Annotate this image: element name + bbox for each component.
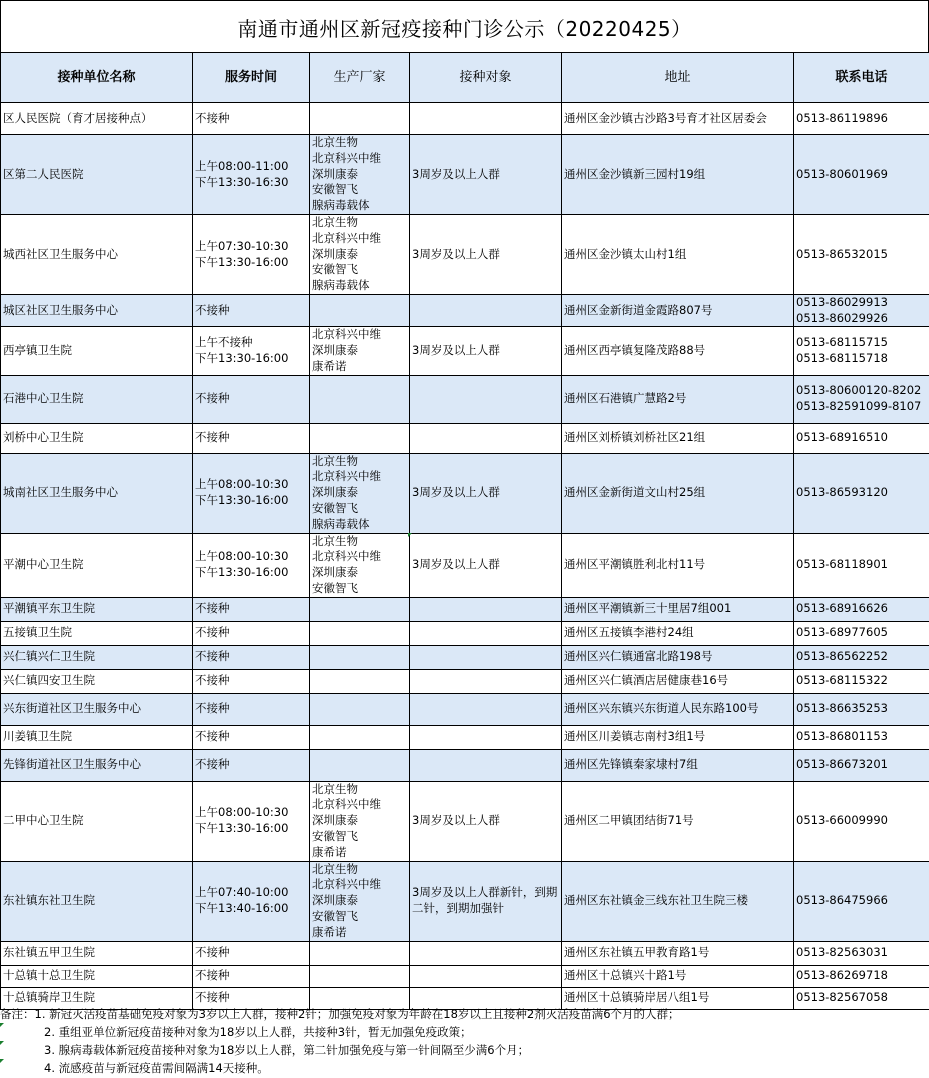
manufacturer-cell-line: 安徽智飞 [312, 262, 358, 277]
phone-cell[interactable] [794, 295, 929, 327]
address-cell[interactable]: 通州区平潮镇新三十里居7组001 [562, 597, 794, 621]
address-cell[interactable]: 通州区兴东镇兴东街道人民东路100号 [562, 693, 794, 725]
clinic-table [0, 52, 929, 1010]
manufacturer-cell[interactable] [310, 453, 410, 533]
unit-name-cell[interactable]: 十总镇骑岸卫生院 [1, 987, 193, 1009]
target-group-cell[interactable] [410, 423, 562, 453]
header-address: 地址 [562, 53, 794, 103]
manufacturer-cell[interactable] [310, 621, 410, 645]
unit-name-cell[interactable]: 西亭镇卫生院 [1, 327, 193, 375]
phone-cell-line: 0513-86269718 [796, 968, 888, 983]
manufacturer-cell-line: 北京生物 [312, 215, 358, 230]
manufacturer-cell-line: 安徽智飞 [312, 828, 358, 843]
phone-cell-line: 0513-86593120 [796, 485, 888, 500]
table-row [1, 861, 929, 941]
service-time-cell-line: 不接种 [195, 701, 230, 716]
phone-cell[interactable] [794, 965, 929, 987]
phone-cell[interactable] [794, 749, 929, 781]
manufacturer-cell[interactable] [310, 725, 410, 749]
unit-name-cell[interactable]: 刘桥中心卫生院 [1, 423, 193, 453]
manufacturer-cell-line: 北京生物 [312, 135, 358, 150]
address-cell[interactable]: 通州区先锋镇秦家埭村7组 [562, 749, 794, 781]
service-time-cell-line: 不接种 [195, 601, 230, 616]
unit-name-cell[interactable]: 城区社区卫生服务中心 [1, 295, 193, 327]
phone-cell-line: 0513-86801153 [796, 729, 888, 744]
table-row [1, 941, 929, 965]
note-text: 1. 新冠灭活疫苗基础免疫对象为3岁以上人群，接种2针；加强免疫对象为年龄在18岁以上且接种2剂灭活疫苗满6个月的人群； [34, 1007, 680, 1021]
note-line-1 [0, 1005, 929, 1023]
service-time-cell-line: 不接种 [195, 391, 230, 406]
manufacturer-cell-line: 康希诺 [312, 924, 347, 939]
service-time-cell-line: 下午13:30-16:30 [195, 174, 289, 189]
phone-cell-line: 0513-68977605 [796, 625, 888, 640]
phone-cell[interactable] [794, 781, 929, 861]
note-line-4 [0, 1059, 929, 1077]
unit-name-cell[interactable]: 城南社区卫生服务中心 [1, 453, 193, 533]
table-row [1, 135, 929, 215]
phone-cell-line: 0513-86119896 [796, 110, 888, 125]
table-row [1, 725, 929, 749]
phone-cell-line: 0513-86475966 [796, 893, 888, 908]
table-row [1, 215, 929, 295]
manufacturer-cell[interactable] [310, 781, 410, 861]
manufacturer-cell[interactable] [310, 295, 410, 327]
manufacturer-cell-line: 北京科兴中维 [312, 877, 381, 892]
phone-cell-line: 0513-68115715 [796, 335, 888, 350]
target-group-cell[interactable]: 3周岁及以上人群 [410, 781, 562, 861]
manufacturer-cell-line: 北京生物 [312, 533, 358, 548]
note-line-2 [0, 1023, 929, 1041]
unit-name-cell[interactable]: 五接镇卫生院 [1, 621, 193, 645]
phone-cell[interactable] [794, 597, 929, 621]
manufacturer-cell[interactable] [310, 327, 410, 375]
manufacturer-cell-line: 北京生物 [312, 861, 358, 876]
phone-cell[interactable] [794, 423, 929, 453]
unit-name-cell[interactable]: 平潮镇平东卫生院 [1, 597, 193, 621]
target-group-cell[interactable]: 3周岁及以上人群 [410, 135, 562, 215]
table-row [1, 781, 929, 861]
phone-cell[interactable] [794, 725, 929, 749]
manufacturer-cell-line: 安徽智飞 [312, 182, 358, 197]
phone-cell-line: 0513-86635253 [796, 701, 888, 716]
service-time-cell-line: 不接种 [195, 757, 230, 772]
service-time-cell[interactable] [193, 669, 310, 693]
table-body [1, 103, 929, 1010]
phone-cell-line: 0513-68118901 [796, 557, 888, 572]
unit-name-cell[interactable]: 川姜镇卫生院 [1, 725, 193, 749]
address-cell[interactable]: 通州区东社镇金三线东社卫生院三楼 [562, 861, 794, 941]
table-row [1, 597, 929, 621]
table-row [1, 375, 929, 423]
note-line-3 [0, 1041, 929, 1059]
phone-cell-line: 0513-66009990 [796, 813, 888, 828]
service-time-cell[interactable] [193, 941, 310, 965]
address-cell[interactable]: 通州区东社镇五甲教育路1号 [562, 941, 794, 965]
manufacturer-cell[interactable] [310, 669, 410, 693]
manufacturer-cell[interactable] [310, 423, 410, 453]
manufacturer-cell[interactable] [310, 215, 410, 295]
table-row [1, 103, 929, 135]
service-time-cell-line: 上午08:00-10:30 [195, 805, 289, 820]
phone-cell-line: 0513-86562252 [796, 649, 888, 664]
service-time-cell-line: 上午不接种 [195, 335, 253, 350]
manufacturer-cell-line: 腺病毒载体 [312, 278, 370, 293]
table-row [1, 423, 929, 453]
table-row [1, 669, 929, 693]
service-time-cell-line: 上午08:00-10:30 [195, 549, 289, 564]
manufacturer-cell[interactable] [310, 965, 410, 987]
phone-cell-line: 0513-86673201 [796, 757, 888, 772]
service-time-cell-line: 下午13:30-16:00 [195, 254, 289, 269]
unit-name-cell[interactable]: 城西社区卫生服务中心 [1, 215, 193, 295]
table-row [1, 621, 929, 645]
manufacturer-cell-line: 北京科兴中维 [312, 469, 381, 484]
table-row [1, 965, 929, 987]
manufacturer-cell-line: 北京科兴中维 [312, 327, 381, 342]
target-group-cell[interactable] [410, 941, 562, 965]
manufacturer-cell-line: 腺病毒载体 [312, 516, 370, 531]
manufacturer-cell[interactable] [310, 749, 410, 781]
table-row [1, 453, 929, 533]
service-time-cell-line: 不接种 [195, 729, 230, 744]
manufacturer-cell[interactable] [310, 597, 410, 621]
unit-name-cell[interactable]: 区第二人民医院 [1, 135, 193, 215]
service-time-cell-line: 不接种 [195, 990, 230, 1005]
service-time-cell[interactable] [193, 749, 310, 781]
manufacturer-cell-line: 深圳康泰 [312, 166, 358, 181]
target-group-cell[interactable] [410, 597, 562, 621]
table-row [1, 327, 929, 375]
unit-name-cell[interactable]: 兴东街道社区卫生服务中心 [1, 693, 193, 725]
header-row [1, 53, 929, 103]
phone-cell[interactable] [794, 215, 929, 295]
table-row [1, 693, 929, 725]
address-cell[interactable]: 通州区西亭镇复隆茂路88号 [562, 327, 794, 375]
phone-cell-line: 0513-68115718 [796, 350, 888, 365]
address-cell[interactable]: 通州区兴仁镇通富北路198号 [562, 645, 794, 669]
manufacturer-cell[interactable] [310, 533, 410, 597]
service-time-cell-line: 不接种 [195, 110, 230, 125]
address-cell[interactable]: 通州区金新街道文山村25组 [562, 453, 794, 533]
phone-cell-line: 0513-68115322 [796, 673, 888, 688]
phone-cell-line: 0513-80601969 [796, 166, 888, 181]
unit-name-cell[interactable]: 先锋街道社区卫生服务中心 [1, 749, 193, 781]
unit-name-cell[interactable]: 平潮中心卫生院 [1, 533, 193, 597]
service-time-cell[interactable] [193, 645, 310, 669]
phone-cell[interactable] [794, 533, 929, 597]
target-group-cell[interactable] [410, 965, 562, 987]
service-time-cell[interactable] [193, 693, 310, 725]
service-time-cell[interactable] [193, 295, 310, 327]
manufacturer-cell[interactable] [310, 103, 410, 135]
phone-cell[interactable] [794, 861, 929, 941]
service-time-cell[interactable] [193, 597, 310, 621]
service-time-cell-line: 上午08:00-10:30 [195, 477, 289, 492]
phone-cell-line: 0513-68916510 [796, 430, 888, 445]
manufacturer-cell[interactable] [310, 375, 410, 423]
header-manufacturer: 生产厂家 [310, 53, 410, 103]
cell-comment-marker [0, 1059, 4, 1063]
phone-cell-line: 0513-68916626 [796, 601, 888, 616]
notes [0, 1005, 929, 1077]
service-time-cell[interactable] [193, 215, 310, 295]
phone-cell-line: 0513-86532015 [796, 246, 888, 261]
service-time-cell-line: 不接种 [195, 945, 230, 960]
service-time-cell[interactable] [193, 327, 310, 375]
table-row [1, 645, 929, 669]
manufacturer-cell-line: 北京生物 [312, 781, 358, 796]
address-cell[interactable]: 通州区金沙镇新三园村19组 [562, 135, 794, 215]
manufacturer-cell-line: 深圳康泰 [312, 813, 358, 828]
manufacturer-cell[interactable] [310, 693, 410, 725]
service-time-cell-line: 不接种 [195, 673, 230, 688]
phone-cell-line: 0513-86029926 [796, 310, 888, 325]
phone-cell[interactable] [794, 669, 929, 693]
target-group-cell[interactable]: 3周岁及以上人群 [410, 453, 562, 533]
service-time-cell-line: 不接种 [195, 430, 230, 445]
phone-cell[interactable] [794, 645, 929, 669]
phone-cell-line: 0513-82567058 [796, 990, 888, 1005]
service-time-cell[interactable] [193, 725, 310, 749]
target-group-cell[interactable]: 3周岁及以上人群 [410, 215, 562, 295]
page-title: 南通市通州区新冠疫接种门诊公示（20220425） [0, 0, 929, 53]
manufacturer-cell-line: 深圳康泰 [312, 246, 358, 261]
target-group-cell[interactable] [410, 375, 562, 423]
address-cell[interactable]: 通州区兴仁镇酒店居健康巷16号 [562, 669, 794, 693]
unit-name-cell[interactable]: 石港中心卫生院 [1, 375, 193, 423]
address-cell[interactable]: 通州区金新街道金霞路807号 [562, 295, 794, 327]
service-time-cell-line: 不接种 [195, 968, 230, 983]
address-cell[interactable]: 通州区刘桥镇刘桥社区21组 [562, 423, 794, 453]
service-time-cell-line: 下午13:30-16:00 [195, 565, 289, 580]
service-time-cell[interactable] [193, 453, 310, 533]
phone-cell-line: 0513-86029913 [796, 295, 888, 309]
phone-cell[interactable] [794, 135, 929, 215]
manufacturer-cell-line: 深圳康泰 [312, 565, 358, 580]
service-time-cell-line: 不接种 [195, 302, 230, 317]
phone-cell[interactable] [794, 453, 929, 533]
service-time-cell-line: 不接种 [195, 649, 230, 664]
unit-name-cell[interactable]: 兴仁镇兴仁卫生院 [1, 645, 193, 669]
target-group-cell[interactable] [410, 749, 562, 781]
phone-cell[interactable] [794, 621, 929, 645]
service-time-cell-line: 下午13:30-16:00 [195, 350, 289, 365]
target-group-cell[interactable]: 3周岁及以上人群新针，到期二针，到期加强针 [410, 861, 562, 941]
service-time-cell[interactable] [193, 533, 310, 597]
service-time-cell[interactable] [193, 965, 310, 987]
address-cell[interactable]: 通州区金沙镇古沙路3号育才社区居委会 [562, 103, 794, 135]
address-cell[interactable]: 通州区石港镇广慧路2号 [562, 375, 794, 423]
service-time-cell[interactable] [193, 103, 310, 135]
manufacturer-cell-line: 深圳康泰 [312, 343, 358, 358]
manufacturer-cell-line: 北京科兴中维 [312, 230, 381, 245]
address-cell[interactable]: 通州区十总镇骑岸居八组1号 [562, 987, 794, 1009]
address-cell[interactable]: 通州区二甲镇团结街71号 [562, 781, 794, 861]
service-time-cell[interactable] [193, 781, 310, 861]
service-time-cell[interactable] [193, 375, 310, 423]
cell-comment-marker [0, 1041, 4, 1045]
phone-cell[interactable] [794, 693, 929, 725]
service-time-cell-line: 上午07:40-10:00 [195, 885, 289, 900]
phone-cell-line: 0513-80600120-82020513-82591099-8107 [796, 383, 922, 414]
target-group-cell[interactable] [410, 621, 562, 645]
manufacturer-cell-line: 北京生物 [312, 453, 358, 468]
notes-label: 备注： [0, 1007, 35, 1021]
service-time-cell[interactable] [193, 423, 310, 453]
manufacturer-cell-line: 康希诺 [312, 844, 347, 859]
manufacturer-cell-line: 北京科兴中维 [312, 797, 381, 812]
service-time-cell-line: 下午13:40-16:00 [195, 901, 289, 916]
manufacturer-cell-line: 安徽智飞 [312, 500, 358, 515]
phone-cell-line: 0513-82563031 [796, 945, 888, 960]
service-time-cell-line: 不接种 [195, 625, 230, 640]
address-cell[interactable]: 通州区五接镇李港村24组 [562, 621, 794, 645]
table-row [1, 749, 929, 781]
manufacturer-cell[interactable] [310, 861, 410, 941]
cell-comment-marker [0, 1023, 4, 1027]
note-text: 3. 腺病毒载体新冠疫苗接种对象为18岁以上人群，第二针加强免疫与第一针间隔至少满6个月； [44, 1043, 530, 1057]
header-target-group: 接种对象 [410, 53, 562, 103]
target-group-cell[interactable] [410, 295, 562, 327]
manufacturer-cell-line: 安徽智飞 [312, 580, 358, 595]
manufacturer-cell-line: 北京科兴中维 [312, 150, 381, 165]
unit-name-cell[interactable]: 兴仁镇四安卫生院 [1, 669, 193, 693]
cell-comment-marker [408, 533, 412, 537]
target-group-cell[interactable] [410, 693, 562, 725]
manufacturer-cell-line: 深圳康泰 [312, 485, 358, 500]
service-time-cell-line: 下午13:30-16:00 [195, 821, 289, 836]
target-group-cell[interactable]: 3周岁及以上人群 [410, 327, 562, 375]
manufacturer-cell-line: 腺病毒载体 [312, 198, 370, 213]
table-row [1, 295, 929, 327]
note-text: 2. 重组亚单位新冠疫苗接种对象为18岁以上人群，共接种3针，暂无加强免疫政策； [44, 1025, 472, 1039]
target-group-cell[interactable] [410, 103, 562, 135]
target-group-cell[interactable]: 3周岁及以上人群 [410, 533, 562, 597]
unit-name-cell[interactable]: 东社镇东社卫生院 [1, 861, 193, 941]
header-service-time: 服务时间 [193, 53, 310, 103]
unit-name-cell[interactable]: 二甲中心卫生院 [1, 781, 193, 861]
phone-cell[interactable] [794, 327, 929, 375]
manufacturer-cell-line: 深圳康泰 [312, 893, 358, 908]
manufacturer-cell[interactable] [310, 135, 410, 215]
target-group-cell[interactable] [410, 725, 562, 749]
service-time-cell[interactable] [193, 621, 310, 645]
phone-cell[interactable] [794, 375, 929, 423]
service-time-cell-line: 上午07:30-10:30 [195, 238, 289, 253]
service-time-cell-line: 上午08:00-11:00 [195, 158, 289, 173]
unit-name-cell[interactable]: 区人民医院（育才居接种点） [1, 103, 193, 135]
manufacturer-cell-line: 康希诺 [312, 358, 347, 373]
phone-cell[interactable] [794, 941, 929, 965]
manufacturer-cell[interactable] [310, 645, 410, 669]
note-text: 4. 流感疫苗与新冠疫苗需间隔满14天接种。 [44, 1061, 269, 1075]
address-cell[interactable]: 通州区川姜镇志南村3组1号 [562, 725, 794, 749]
service-time-cell[interactable] [193, 861, 310, 941]
manufacturer-cell-line: 安徽智飞 [312, 908, 358, 923]
address-cell[interactable]: 通州区金沙镇太山村1组 [562, 215, 794, 295]
table-row [1, 533, 929, 597]
manufacturer-cell-line: 北京科兴中维 [312, 549, 381, 564]
unit-name-cell[interactable]: 十总镇十总卫生院 [1, 965, 193, 987]
unit-name-cell[interactable]: 东社镇五甲卫生院 [1, 941, 193, 965]
address-cell[interactable]: 通州区十总镇兴十路1号 [562, 965, 794, 987]
service-time-cell-line: 下午13:30-16:00 [195, 493, 289, 508]
header-unit-name: 接种单位名称 [1, 53, 193, 103]
manufacturer-cell[interactable] [310, 941, 410, 965]
target-group-cell[interactable] [410, 669, 562, 693]
target-group-cell[interactable] [410, 645, 562, 669]
service-time-cell[interactable] [193, 135, 310, 215]
address-cell[interactable]: 通州区平潮镇胜利北村11号 [562, 533, 794, 597]
header-phone: 联系电话 [794, 53, 929, 103]
phone-cell[interactable] [794, 103, 929, 135]
